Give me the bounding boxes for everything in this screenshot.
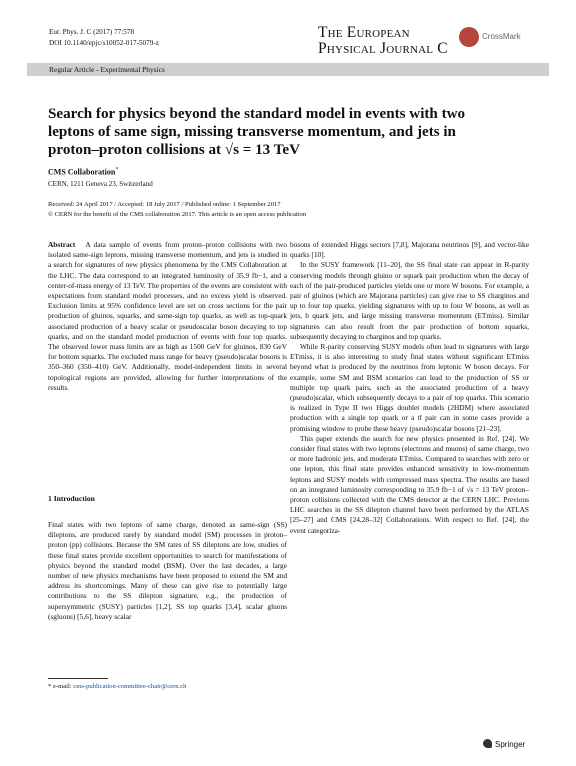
title-line-3: proton–proton collisions at √s = 13 TeV — [48, 142, 301, 158]
author-line — [48, 166, 119, 177]
footnote-label: * e-mail: — [48, 683, 72, 690]
title-line-1: Search for physics beyond the standard model in events with two — [48, 106, 466, 122]
intro-paragraph — [48, 520, 287, 622]
article-type-label: Regular Article - Experimental Physics — [49, 65, 165, 74]
author-name: CMS Collaboration — [48, 167, 116, 177]
crossmark-label: CrossMark — [482, 32, 521, 41]
abstract-label: Abstract — [48, 240, 76, 249]
footnote — [48, 683, 186, 690]
right-column — [290, 240, 529, 536]
crossmark-badge[interactable] — [459, 27, 539, 53]
crossmark-icon — [459, 27, 479, 47]
journal-logo — [318, 25, 458, 57]
publication-dates — [48, 200, 306, 220]
footnote-email-link[interactable]: cms-publication-committee-chair@cern.ch — [73, 683, 187, 690]
title-line-2: leptons of same sign, missing transverse momentum, and jets in — [48, 124, 456, 140]
article-type-band — [27, 63, 549, 76]
citation-journal: Eur. Phys. J. C (2017) 77:578 — [49, 28, 135, 36]
author-footnote-mark[interactable]: * — [115, 166, 119, 173]
section-heading: 1 Introduction — [48, 494, 95, 503]
citation-doi[interactable]: DOI 10.1140/epjc/s10052-017-5079-z — [49, 39, 159, 47]
springer-horse-icon — [483, 739, 492, 748]
right-paragraph-4: This paper extends the search for new physics presented in Ref. [24]. We consider final states with two leptons (electrons and muons) of same charge, two or more hadronic jets, and moderate ETmiss. Compared to searches with zero or one lepton, this final state provides enhanced sensitivity to low-momentum leptons and SUSY models with compressed mass spectra. The results are based on an integrated luminosity corresponding to 35.9 fb−1 of √s = 13 TeV proton–proton collisions collected with the CMS detector at the CERN LHC. Previous LHC searches in the SS dilepton channel have been performed by the ATLAS [25–27] and CMS [24,28–32] Collaborations. With respect to Ref. [24], the event categoriza- — [290, 433, 529, 535]
journal-name-line2: Physical Journal C — [318, 40, 448, 57]
abstract — [48, 240, 287, 393]
affiliation: CERN, 1211 Geneva 23, Switzerland — [48, 180, 153, 188]
dates-line: Received: 24 April 2017 / Accepted: 18 July 2017 / Published online: 1 September 2017 — [48, 201, 281, 208]
publisher-name: Springer — [495, 740, 526, 749]
copyright-line: © CERN for the benefit of the CMS collaboration 2017. This article is an open access publication — [48, 211, 307, 218]
intro-text: Final states with two leptons of same charge, denoted as same-sign (SS) dileptons, are produced rarely by standard model (SM) processes in proton–proton (pp) collisions. Because the SM rates of SS dileptons are low, studies of these final states provide excellent opportunities to search for manifestations of physics beyond the standard model (BSM). Over the last decades, a large number of new physics mechanisms have been proposed to extend the SM and address its shortcomings. Many of these can give rise to potentially large contributions to the SS dilepton signature, e.g., the production of supersymmetric (SUSY) particles [1,2], SS top quarks [3,4], scalar gluons (sgluons) [5,6], heavy scalar — [48, 520, 287, 621]
right-paragraph-1: bosons of extended Higgs sectors [7,8], Majorana neutrinos [9], and vector-like quarks [10]. — [290, 240, 529, 260]
journal-name-line1: The European — [318, 24, 410, 41]
citation-block — [49, 27, 159, 49]
right-paragraph-2: In the SUSY framework [11–20], the SS final state can appear in R-parity conserving models through gluino or squark pair production when the decay of each of the pair-produced particles yields one or more W bosons. For example, a pair of gluinos (which are Majorana particles) can give rise to SS charginos and up to four top quarks, yielding signatures with up to four W bosons, as well as jets, b quark jets, and large missing transverse momentum (ETmiss). Similar signatures can also result from the pair production of bottom squarks, subsequently decaying to charginos and top quarks. — [290, 260, 529, 341]
publisher-logo — [483, 739, 525, 749]
paper-title — [48, 105, 528, 159]
footnote-divider — [48, 678, 108, 679]
abstract-text: A data sample of events from proton–proton collisions with two isolated same-sign leptons, missing transverse momentum, and jets is studied in a search for signatures of new physics phenomena by the CMS Collaboration at the LHC. The data correspond to an integrated luminosity of 35.9 fb−1, and a center-of-mass energy of 13 TeV. The properties of the events are consistent with expectations from standard model processes, and no excess yield is observed. Exclusion limits at 95% confidence level are set on cross sections for the pair production of gluinos, squarks, and same-sign top quarks, as well as top-quark associated production of a heavy scalar or pseudoscalar boson decaying to top quarks, and on the standard model production of events with four top quarks. The observed lower mass limits are as high as 1500 GeV for gluinos, 830 GeV for bottom squarks. The excluded mass range for heavy (pseudo)scalar bosons is 350–360 (350–410) GeV. Additionally, model-independent limits in several topological regions are provided, allowing for further interpretations of the results. — [48, 240, 287, 392]
right-paragraph-3: While R-parity conserving SUSY models often lead to signatures with large ETmiss, it is also interesting to study final states without significant ETmiss beyond what is produced by the neutrinos from leptonic W boson decays. For example, some SM and BSM scenarios can lead to the production of SS or multiple top quark pairs, such as the associated production of a heavy (pseudo)scalar, which subsequently decays to a pair of top quarks. This scenario is realized in Type II two Higgs doublet models (2HDM) where associated production with a single top quark or a tt̄ pair can in some cases provide a promising window to probe these heavy (pseudo)scalar bosons [21–23]. — [290, 342, 529, 433]
